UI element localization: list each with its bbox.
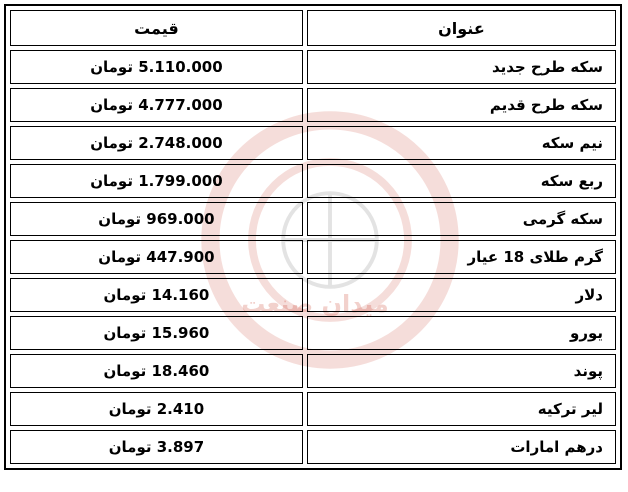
row-price: 969.000 تومان xyxy=(10,202,303,236)
table-row xyxy=(10,50,616,84)
row-price: 3.897 تومان xyxy=(10,430,303,464)
row-title: درهم امارات xyxy=(307,430,616,464)
table-row xyxy=(10,430,616,464)
row-price: 4.777.000 تومان xyxy=(10,88,303,122)
row-price: 447.900 تومان xyxy=(10,240,303,274)
row-title: سکه طرح قدیم xyxy=(307,88,616,122)
row-price: 14.160 تومان xyxy=(10,278,303,312)
row-price: 5.110.000 تومان xyxy=(10,50,303,84)
price-table xyxy=(4,4,622,470)
header-title: عنوان xyxy=(307,10,616,46)
header-price: قیمت xyxy=(10,10,303,46)
table-header-row xyxy=(10,10,616,46)
table-row xyxy=(10,278,616,312)
table-row xyxy=(10,354,616,388)
row-title: گرم طلای 18 عیار xyxy=(307,240,616,274)
row-title: سکه گرمی xyxy=(307,202,616,236)
row-title: سکه طرح جدید xyxy=(307,50,616,84)
row-title: نیم سکه xyxy=(307,126,616,160)
row-title: دلار xyxy=(307,278,616,312)
watermark-text: میدان صنعت xyxy=(241,290,389,318)
table-row xyxy=(10,240,616,274)
row-title: ربع سکه xyxy=(307,164,616,198)
table-row xyxy=(10,392,616,426)
row-price: 2.748.000 تومان xyxy=(10,126,303,160)
row-price: 1.799.000 تومان xyxy=(10,164,303,198)
row-price: 18.460 تومان xyxy=(10,354,303,388)
table-row xyxy=(10,316,616,350)
row-title: یورو xyxy=(307,316,616,350)
table-row xyxy=(10,164,616,198)
table-row xyxy=(10,202,616,236)
row-price: 2.410 تومان xyxy=(10,392,303,426)
row-title: پوند xyxy=(307,354,616,388)
row-price: 15.960 تومان xyxy=(10,316,303,350)
table-row xyxy=(10,88,616,122)
table-row xyxy=(10,126,616,160)
row-title: لیر ترکیه xyxy=(307,392,616,426)
